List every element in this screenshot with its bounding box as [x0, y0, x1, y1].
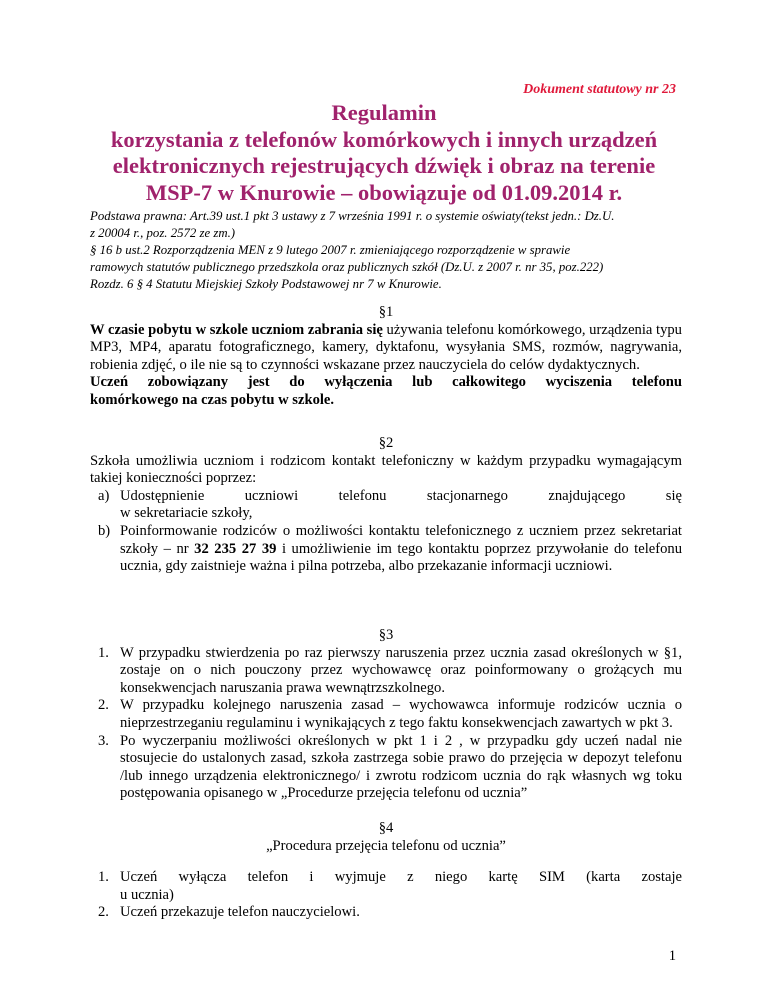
- document-tag: Dokument statutowy nr 23: [523, 82, 676, 97]
- section-4: [90, 820, 682, 922]
- section-3-heading: §3: [378, 627, 394, 643]
- section-2: [90, 435, 682, 576]
- section-4-subheading: „Procedura przejęcia telefonu od ucznia”: [266, 837, 506, 854]
- school-phone-number: 32 235 27 39: [194, 540, 277, 557]
- legal-line: Podstawa prawna: Art.39 ust.1 pkt 3 ustawy z 7 września 1991 r. o systemie oświaty(tekst jedn.: Dz.U.: [90, 209, 615, 223]
- section-3: [90, 627, 682, 803]
- list-item: 2. W przypadku kolejnego naruszenia zasad – wychowawca informuje rodziców ucznia o nieprzestrzeganiu regulaminu i wynikających z tego faktu konsekwencjach zawartych w pkt 3.: [98, 697, 682, 731]
- section-1-obligation-line1: Uczeń zobowiązany jest do wyłączenia lub całkowitego wyciszenia telefonu: [90, 374, 682, 391]
- section-4-heading: §4: [378, 820, 394, 836]
- section-2-list: [98, 488, 682, 576]
- legal-line: z 20004 r., poz. 2572 ze zm.): [90, 226, 236, 240]
- section-3-list: [98, 645, 682, 803]
- section-1-bold-start: W czasie pobytu w szkole uczniom zabrania się: [90, 321, 383, 338]
- title-line: Regulamin: [331, 100, 437, 125]
- section-2-intro: Szkoła umożliwia uczniom i rodzicom kontakt telefoniczny w każdym przypadku wymagającym takiej konieczności poprzez:: [90, 452, 682, 487]
- list-item: 2. Uczeń przekazuje telefon nauczycielowi.: [98, 904, 360, 921]
- legal-line: Rozdz. 6 § 4 Statutu Miejskiej Szkoły Podstawowej nr 7 w Knurowie.: [90, 277, 442, 291]
- document-title: [80, 100, 688, 206]
- section-1: [90, 304, 682, 410]
- section-4-list: [98, 869, 682, 922]
- legal-basis: [90, 208, 680, 293]
- legal-line: § 16 b ust.2 Rozporządzenia MEN z 9 lutego 2007 r. zmieniającego rozporządzenie w sprawie: [90, 243, 571, 257]
- title-line: MSP-7 w Knurowie – obowiązuje od 01.09.2014 r.: [145, 179, 623, 205]
- section-1-heading: §1: [378, 304, 394, 320]
- list-item: 1. W przypadku stwierdzenia po raz pierwszy naruszenia przez ucznia zasad określonych w §1, zostaje on o nich pouczony przez wychowawcę oraz poinformowany o grożących mu konsekwencjach naruszania prawa wewnątrzszkolnego.: [98, 644, 682, 696]
- page-number: 1: [668, 948, 676, 964]
- legal-line: ramowych statutów publicznego przedszkola oraz publicznych szkół (Dz.U. z 2007 r. nr 35, poz.222): [90, 260, 604, 274]
- title-line: elektronicznych rejestrujących dźwięk i obraz na terenie: [112, 153, 656, 178]
- section-2-heading: §2: [378, 435, 394, 451]
- title-line: korzystania z telefonów komórkowych i innych urządzeń: [110, 126, 658, 152]
- section-1-text: W czasie pobytu w szkole uczniom zabrania się używania telefonu komórkowego, urządzenia typu MP3, MP4, aparatu fotograficznego, kamery, dyktafonu, wysyłania SMS, rozmów, nagrywania, robienia zdjęć, o ile nie są to czynności wskazane przez nauczyciela do celów dydaktycznych.: [90, 321, 682, 373]
- list-item: 3. Po wyczerpaniu możliwości określonych w pkt 1 i 2 , w przypadku gdy uczeń nadal nie stosujecie do ustalonych zasad, szkoła zastrzega sobie prawo do przejęcia w depozyt telefonu /lub innego urządzenia elektronicznego/ i zwrotu rodzicom ucznia do rąk własnych wg toku postępowania opisanego w „Procedurze przejęcia telefonu od ucznia”: [98, 732, 682, 802]
- list-item: a) Udostępnienie uczniowi telefonu stacjonarnego znajdującego się w sekretariacie szkoły,: [98, 487, 682, 522]
- list-item: 1. Uczeń wyłącza telefon i wyjmuje z niego kartę SIM (karta zostaje u ucznia): [98, 869, 682, 903]
- section-1-obligation-line2: komórkowego na czas pobytu w szkole.: [90, 391, 335, 408]
- list-item: b) Poinformowanie rodziców o możliwości kontaktu telefonicznego z uczniem przez sekretariat szkoły – nr 32 235 27 39 i umożliwienie im tego kontaktu poprzez przywołanie do telefonu ucznia, gdy zaistnieje ważna i pilna potrzeba, albo przekazanie informacji uczniowi.: [98, 522, 682, 575]
